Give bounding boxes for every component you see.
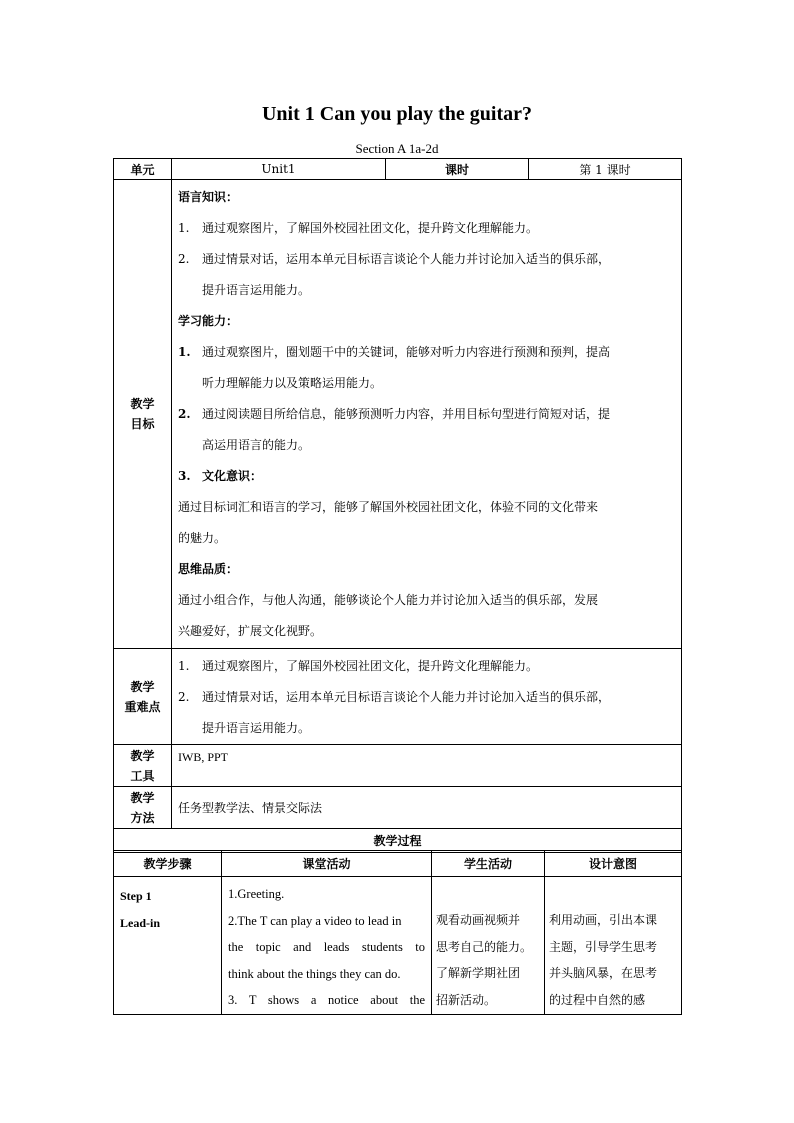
step-number: Step 1	[120, 889, 152, 903]
learning-item-1-cont: 听力理解能力以及策略运用能力。	[202, 376, 383, 390]
key-points-label: 教学 重难点	[114, 649, 172, 745]
methods-value: 任务型教学法、情景交际法	[172, 787, 682, 829]
document-subtitle: Section A 1a-2d	[355, 141, 439, 156]
tools-value: IWB, PPT	[172, 745, 682, 787]
lesson-label: 课时	[386, 159, 529, 180]
objectives-row	[114, 180, 682, 649]
process-table	[113, 850, 682, 1015]
document-title: Unit 1 Can you play the guitar?	[261, 103, 533, 125]
culture-line-1: 通过目标词汇和语言的学习，能够了解国外校园社团文化，体验不同的文化带来	[178, 500, 599, 514]
intent-line-3: 并头脑风暴，在思考	[549, 966, 658, 981]
intent-cell	[545, 877, 682, 1015]
activity-cell	[222, 877, 432, 1015]
key-point-item-2-cont: 提升语言运用能力。	[202, 721, 311, 735]
student-cell	[432, 877, 545, 1015]
info-row	[114, 159, 682, 180]
step-name: Lead-in	[120, 915, 161, 930]
intent-line-1: 利用动画，引出本课	[549, 913, 658, 927]
key-points-row	[114, 649, 682, 745]
process-header-row	[114, 851, 682, 877]
student-line-1: 观看动画视频并	[436, 913, 521, 927]
step-cell	[114, 877, 222, 1015]
thinking-line-1: 通过小组合作，与他人沟通，能够谈论个人能力并讨论加入适当的俱乐部，发展	[178, 593, 599, 607]
learning-item-2-cont: 高运用语言的能力。	[202, 438, 311, 452]
activity-line-1: 1.Greeting.	[228, 887, 285, 901]
process-step-row	[114, 877, 682, 1015]
learning-item-2: 2. 通过阅读题目所给信息，能够预测听力内容，并用目标句型进行简短对话，提	[178, 407, 611, 421]
intent-line-4: 的过程中自然的感	[549, 992, 646, 1007]
lesson-plan-table	[113, 158, 682, 853]
header-activity: 课堂活动	[222, 851, 432, 877]
activity-line-5: 3. T shows a notice about the	[228, 993, 425, 1008]
intent-line-2: 主题，引导学生思考	[549, 939, 658, 954]
key-point-item-2: 2. 通过情景对话，运用本单元目标语言谈论个人能力并讨论加入适当的俱乐部，	[178, 690, 611, 704]
key-points-content	[172, 649, 682, 745]
student-line-4: 招新活动。	[436, 992, 497, 1007]
language-item-2-cont: 提升语言运用能力。	[202, 283, 311, 297]
culture-heading: 3. 文化意识：	[178, 469, 263, 483]
key-point-item-1: 1. 通过观察图片，了解国外校园社团文化，提升跨文化理解能力。	[178, 659, 539, 673]
objectives-label: 教学 目标	[114, 180, 172, 649]
unit-label: 单元	[114, 159, 172, 180]
methods-row	[114, 787, 682, 829]
thinking-heading: 思维品质：	[178, 562, 239, 576]
language-item-2: 2. 通过情景对话，运用本单元目标语言谈论个人能力并讨论加入适当的俱乐部，	[178, 252, 611, 266]
header-intent: 设计意图	[545, 851, 682, 877]
activity-line-2: 2.The T can play a video to lead in	[228, 913, 402, 928]
culture-line-2: 的魅力。	[178, 531, 227, 545]
unit-value: Unit1	[172, 159, 386, 180]
learning-item-1: 1. 通过观察图片，圈划题干中的关键词，能够对听力内容进行预测和预判，提高	[178, 345, 611, 359]
methods-label: 教学 方法	[114, 787, 172, 829]
header-student: 学生活动	[432, 851, 545, 877]
tools-label: 教学 工具	[114, 745, 172, 787]
header-step: 教学步骤	[114, 851, 222, 877]
student-line-2: 思考自己的能力。	[436, 939, 533, 954]
tools-row	[114, 745, 682, 787]
objectives-content	[172, 180, 682, 649]
language-item-1: 1. 通过观察图片，了解国外校园社团文化，提升跨文化理解能力。	[178, 221, 539, 235]
lesson-value: 第 1 课时	[529, 159, 682, 180]
process-title: 教学过程	[114, 829, 682, 853]
thinking-line-2: 兴趣爱好，扩展文化视野。	[178, 624, 323, 638]
learning-heading: 学习能力：	[178, 314, 239, 328]
process-title-row	[114, 829, 682, 853]
activity-line-3: the topic and leads students to	[228, 940, 425, 955]
activity-line-4: think about the things they can do.	[228, 966, 401, 981]
language-heading: 语言知识：	[178, 190, 239, 204]
student-line-3: 了解新学期社团	[436, 966, 521, 981]
